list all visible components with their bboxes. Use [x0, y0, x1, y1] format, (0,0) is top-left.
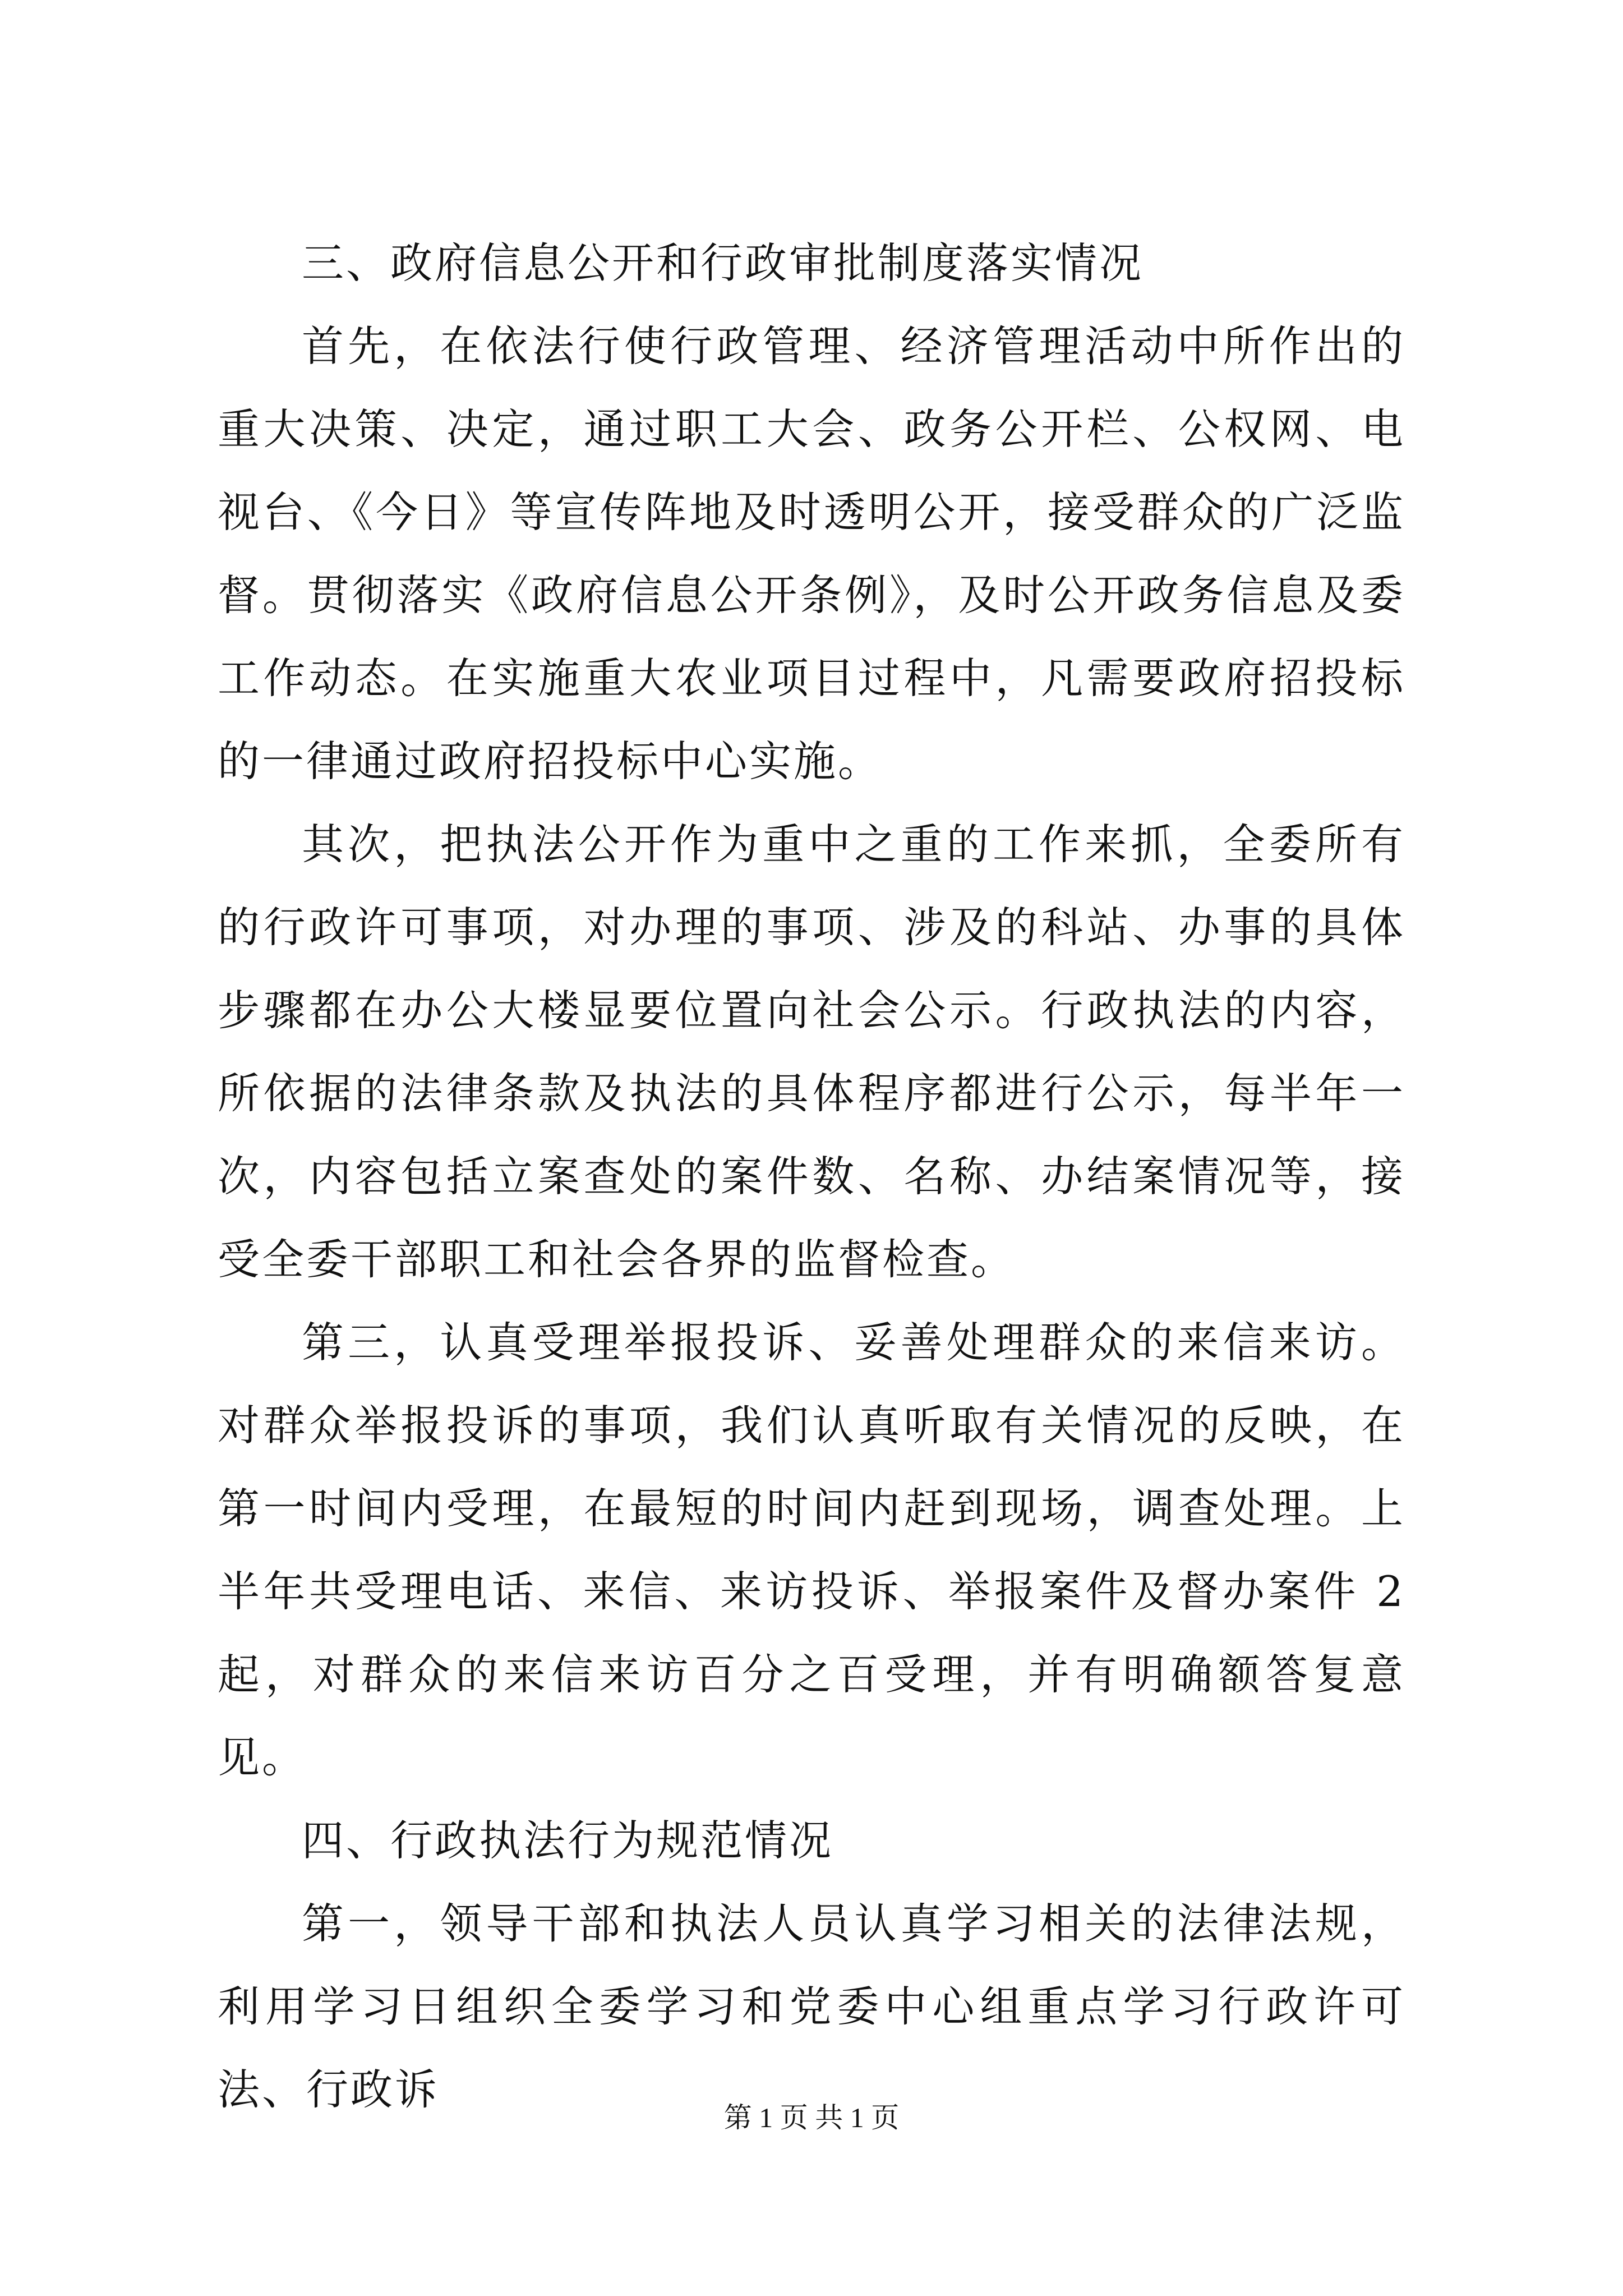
paragraph-fourth: 第一，领导干部和执法人员认真学习相关的法律法规，利用学习日组织全委学习和党委中心组重点学习行政许可法、行政诉: [218, 1899, 1405, 2114]
document-body: [218, 222, 1405, 2131]
page-footer: 第 1 页 共 1 页: [723, 2102, 900, 2133]
section-heading-3: 三、政府信息公开和行政审批制度落实情况: [302, 238, 1144, 288]
section-heading-4: 四、行政执法行为规范情况: [302, 1816, 834, 1865]
paragraph-second: 其次，把执法公开作为重中之重的工作来抓，全委所有的行政许可事项，对办理的事项、涉及的科站、办事的具体步骤都在办公大楼显要位置向社会公示。行政执法的内容，所依据的法律条款及执法的具体程序都进行公示，每半年一次，内容包括立案查处的案件数、名称、办结案情况等，接受全委干部职工和社会各界的监督检查。: [218, 820, 1405, 1284]
paragraph-first: 首先，在依法行使行政管理、经济管理活动中所作出的重大决策、决定，通过职工大会、政务公开栏、公权网、电视台、《今日》等宣传阵地及时透明公开，接受群众的广泛监督。贯彻落实《政府信息公开条例》，及时公开政务信息及委工作动态。在实施重大农业项目过程中，凡需要政府招投标的一律通过政府招投标中心实施。: [218, 321, 1405, 786]
paragraph-third: 第三，认真受理举报投诉、妥善处理群众的来信来访。对群众举报投诉的事项，我们认真听取有关情况的反映，在第一时间内受理，在最短的时间内赶到现场，调查处理。上半年共受理电话、来信、来访投诉、举报案件及督办案件 2 起，对群众的来信来访百分之百受理，并有明确额答复意见。: [218, 1318, 1405, 1782]
